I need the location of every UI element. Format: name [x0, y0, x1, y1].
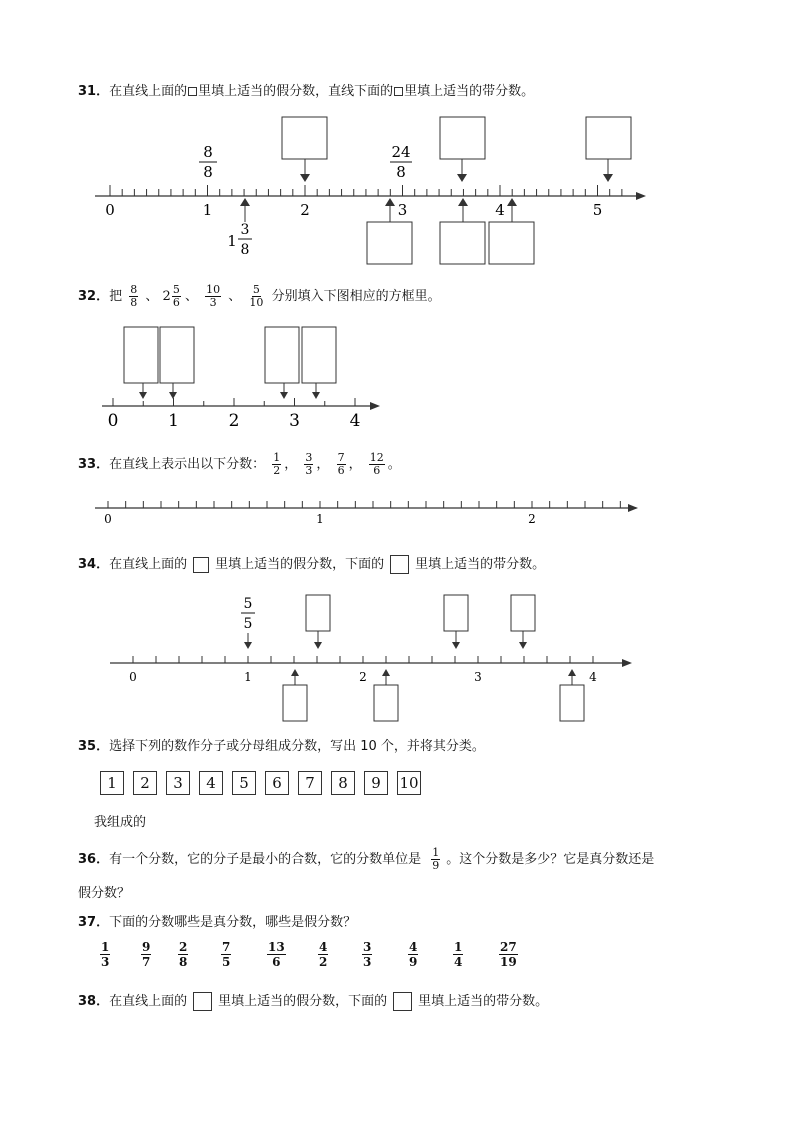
fraction-numerator: 12: [369, 451, 384, 464]
number-card: 5: [232, 771, 256, 795]
question-text: 有一个分数，它的分子是最小的合数，它的分数单位是: [109, 852, 422, 867]
question-text: 。这个分数是多少？它是真分数还是: [446, 852, 655, 867]
separator: ，: [316, 457, 330, 472]
answer-box-icon: [193, 992, 212, 1011]
number-line-31: [0, 110, 794, 270]
fraction-numerator: 8: [130, 283, 138, 296]
tick-label: 1: [244, 670, 252, 684]
question-text: 里填上适当的带分数。: [404, 84, 535, 99]
question-34: [78, 555, 545, 574]
fraction-numerator: 13: [268, 940, 285, 954]
fraction-denominator: 6: [272, 955, 281, 969]
fraction-denominator: 9: [409, 955, 418, 969]
number-line-33: [0, 490, 794, 535]
arrow-head-icon: [139, 392, 147, 399]
fraction: [318, 940, 328, 969]
arrow-head-icon: [240, 198, 250, 206]
fraction: [408, 940, 418, 969]
arrow-head-icon: [457, 174, 467, 182]
question-number: 31．: [78, 84, 110, 99]
fraction-denominator: 2: [273, 464, 281, 477]
fraction: [129, 284, 138, 309]
number-card: 9: [364, 771, 388, 795]
fraction: [304, 452, 313, 477]
arrow-head-icon: [452, 642, 460, 649]
fraction-denominator: 6: [373, 464, 381, 477]
answer-box[interactable]: [489, 222, 534, 264]
question-35: [78, 738, 485, 756]
number-card: 8: [331, 771, 355, 795]
question-text: 里填上适当的假分数，下面的: [218, 994, 388, 1009]
mixed-number: [163, 284, 181, 309]
question-text: 下面的分数哪些是真分数，哪些是假分数？: [109, 915, 357, 930]
arrow-head-icon: [300, 174, 310, 182]
arrow-head-icon: [291, 669, 299, 676]
axis-arrow-icon: [370, 402, 380, 410]
question-37: [78, 914, 356, 932]
question-number: 34．: [78, 557, 110, 572]
fraction: [205, 284, 221, 309]
fraction: [141, 940, 151, 969]
tick-label: 4: [495, 201, 505, 219]
fraction-numerator: 5: [252, 283, 260, 296]
question-text: 在直线上表示出以下分数：: [109, 457, 266, 472]
number-card: 4: [199, 771, 223, 795]
tick-label: 2: [300, 201, 310, 219]
tick-label: 1: [316, 512, 324, 526]
answer-box[interactable]: [283, 685, 307, 721]
number-line-31-axis: [95, 185, 646, 219]
question-number: 32．: [78, 289, 110, 304]
tick-label: 2: [228, 411, 240, 431]
question-38: [78, 992, 548, 1011]
answer-box-icon: [393, 992, 412, 1011]
number-card: 10: [397, 771, 421, 795]
question-31: [78, 83, 534, 101]
tick-label: 0: [107, 411, 119, 431]
question-text: 假分数？: [78, 886, 131, 901]
fraction-numerator: 2: [179, 940, 188, 954]
fraction: [431, 847, 440, 872]
number-line-34: [0, 590, 794, 725]
answer-box-icon: [188, 87, 197, 96]
separator: ，: [348, 457, 362, 472]
fraction-numerator: 1: [432, 846, 440, 859]
arrow-head-icon: [312, 392, 320, 399]
arrow-head-icon: [603, 174, 613, 182]
tick-label: 1: [202, 201, 213, 219]
number-card: 2: [133, 771, 157, 795]
axis-arrow-icon: [628, 504, 638, 512]
number-card: 7: [298, 771, 322, 795]
fraction-numerator: 1: [454, 940, 463, 954]
tick-label: 0: [105, 201, 115, 219]
fraction-numerator: 4: [319, 940, 328, 954]
fraction-numerator: 8: [203, 143, 213, 161]
number-card: 1: [100, 771, 124, 795]
fraction-denominator: 3: [209, 296, 217, 309]
question-text: 里填上适当的带分数。: [415, 557, 546, 572]
tick-label: 5: [592, 201, 603, 219]
fraction-numerator: 24: [391, 143, 411, 161]
question-text: 在直线上面的: [109, 84, 188, 99]
axis-arrow-icon: [622, 659, 632, 667]
fraction-denominator: 6: [337, 464, 345, 477]
question-32: [78, 284, 441, 309]
arrow-head-icon: [314, 642, 322, 649]
fraction: [272, 452, 281, 477]
fraction-denominator: 8: [396, 163, 406, 181]
fraction: [248, 284, 264, 309]
fraction-denominator: 8: [203, 163, 213, 181]
arrow-head-icon: [458, 198, 468, 206]
separator: 、: [228, 289, 242, 304]
answer-box[interactable]: [511, 595, 535, 631]
fraction-denominator: 2: [319, 955, 328, 969]
answer-box-icon: [390, 555, 409, 574]
tick-label: 2: [359, 670, 367, 684]
separator: 、: [184, 289, 198, 304]
question-text: 里填上适当的带分数。: [418, 994, 549, 1009]
question-text: 在直线上面的: [109, 557, 188, 572]
fraction-denominator: 4: [454, 955, 463, 969]
fraction-denominator: 3: [305, 464, 313, 477]
tick-label: 1: [168, 411, 179, 431]
answer-box[interactable]: [440, 222, 485, 264]
number-line-33-axis: [95, 501, 638, 526]
tick-label: 4: [349, 411, 361, 431]
fraction-denominator: 19: [500, 955, 517, 969]
arrow-head-icon: [280, 392, 288, 399]
number-cards: [100, 771, 421, 795]
answer-box-icon: [394, 87, 403, 96]
arrow-head-icon: [507, 198, 517, 206]
arrow-head-icon: [382, 669, 390, 676]
fraction-denominator: 9: [432, 859, 440, 872]
fraction-denominator: 5: [243, 616, 253, 632]
answer-box[interactable]: [265, 327, 299, 383]
answer-box[interactable]: [444, 595, 468, 631]
fraction: [267, 940, 286, 969]
tick-label: 3: [474, 670, 482, 684]
fraction-numerator: 3: [305, 451, 313, 464]
fraction: [499, 940, 518, 969]
fraction-numerator: 3: [363, 940, 372, 954]
question-number: 33．: [78, 457, 110, 472]
fraction-denominator: 6: [172, 296, 180, 309]
answer-prompt: 我组成的: [94, 815, 147, 830]
answer-box[interactable]: [560, 685, 584, 721]
fraction-numerator: 27: [500, 940, 517, 954]
answer-box[interactable]: [302, 327, 336, 383]
fraction-numerator: 1: [101, 940, 110, 954]
question-number: 37．: [78, 915, 110, 930]
fraction: [221, 940, 231, 969]
fraction: [362, 940, 372, 969]
question-text: 里填上适当的假分数，下面的: [215, 557, 385, 572]
fraction-numerator: 7: [337, 451, 345, 464]
question-36: [78, 847, 654, 872]
fraction-numerator: 5: [243, 596, 253, 612]
number-line-32: [0, 322, 794, 432]
arrow-head-icon: [385, 198, 395, 206]
number-card: 3: [166, 771, 190, 795]
arrow-head-icon: [568, 669, 576, 676]
separator: 、: [145, 289, 159, 304]
fraction-denominator: 8: [130, 296, 138, 309]
tick-label: 4: [589, 670, 597, 684]
tick-label: 0: [129, 670, 137, 684]
answer-box[interactable]: [306, 595, 330, 631]
fraction-denominator: 10: [249, 296, 264, 309]
question-text: 里填上适当的假分数，直线下面的: [198, 84, 394, 99]
fraction: [453, 940, 463, 969]
question-number: 36．: [78, 852, 110, 867]
fraction-numerator: 3: [240, 222, 250, 238]
mixed-whole: 2: [162, 288, 171, 304]
fraction-denominator: 3: [101, 955, 110, 969]
answer-box[interactable]: [367, 222, 412, 264]
arrow-head-icon: [244, 642, 252, 649]
question-text: 分别填入下图相应的方框里。: [271, 289, 441, 304]
tick-label: 2: [528, 512, 536, 526]
question-text: 把: [109, 289, 123, 304]
fraction: [100, 940, 110, 969]
fraction-numerator: 10: [206, 283, 221, 296]
mixed-whole: 1: [227, 232, 237, 250]
tick-label: 3: [289, 411, 300, 431]
fraction-numerator: 1: [273, 451, 281, 464]
question-33: [78, 452, 401, 477]
fraction-numerator: 7: [222, 940, 231, 954]
answer-box[interactable]: [440, 117, 485, 159]
answer-box-icon: [193, 557, 209, 573]
number-line-34-axis: [110, 656, 632, 684]
arrow-head-icon: [169, 392, 177, 399]
axis-arrow-icon: [636, 192, 646, 200]
fraction-numerator: 5: [172, 283, 180, 296]
number-line-32-axis: [102, 398, 380, 431]
fraction: [337, 452, 346, 477]
answer-box[interactable]: [124, 327, 158, 383]
number-card: 6: [265, 771, 289, 795]
tick-label: 3: [397, 201, 408, 219]
fraction-denominator: 5: [222, 955, 231, 969]
tick-label: 0: [104, 512, 112, 526]
question-text: 在直线上面的: [109, 994, 188, 1009]
separator: ，: [284, 457, 298, 472]
fraction-denominator: 8: [179, 955, 188, 969]
fraction-numerator: 4: [409, 940, 418, 954]
question-text: 选择下列的数作分子或分母组成分数，写出 10 个，并将其分类。: [109, 739, 485, 754]
answer-box[interactable]: [282, 117, 327, 159]
arrow-head-icon: [519, 642, 527, 649]
fraction-numerator: 9: [142, 940, 151, 954]
question-number: 38．: [78, 994, 110, 1009]
question-number: 35．: [78, 739, 110, 754]
fraction: [178, 940, 188, 969]
answer-box[interactable]: [374, 685, 398, 721]
separator: 。: [387, 457, 401, 472]
fraction-denominator: 3: [363, 955, 372, 969]
answer-box[interactable]: [586, 117, 631, 159]
fraction-denominator: 7: [142, 955, 151, 969]
answer-box[interactable]: [160, 327, 194, 383]
fraction-denominator: 8: [240, 242, 250, 258]
fraction: [369, 452, 385, 477]
